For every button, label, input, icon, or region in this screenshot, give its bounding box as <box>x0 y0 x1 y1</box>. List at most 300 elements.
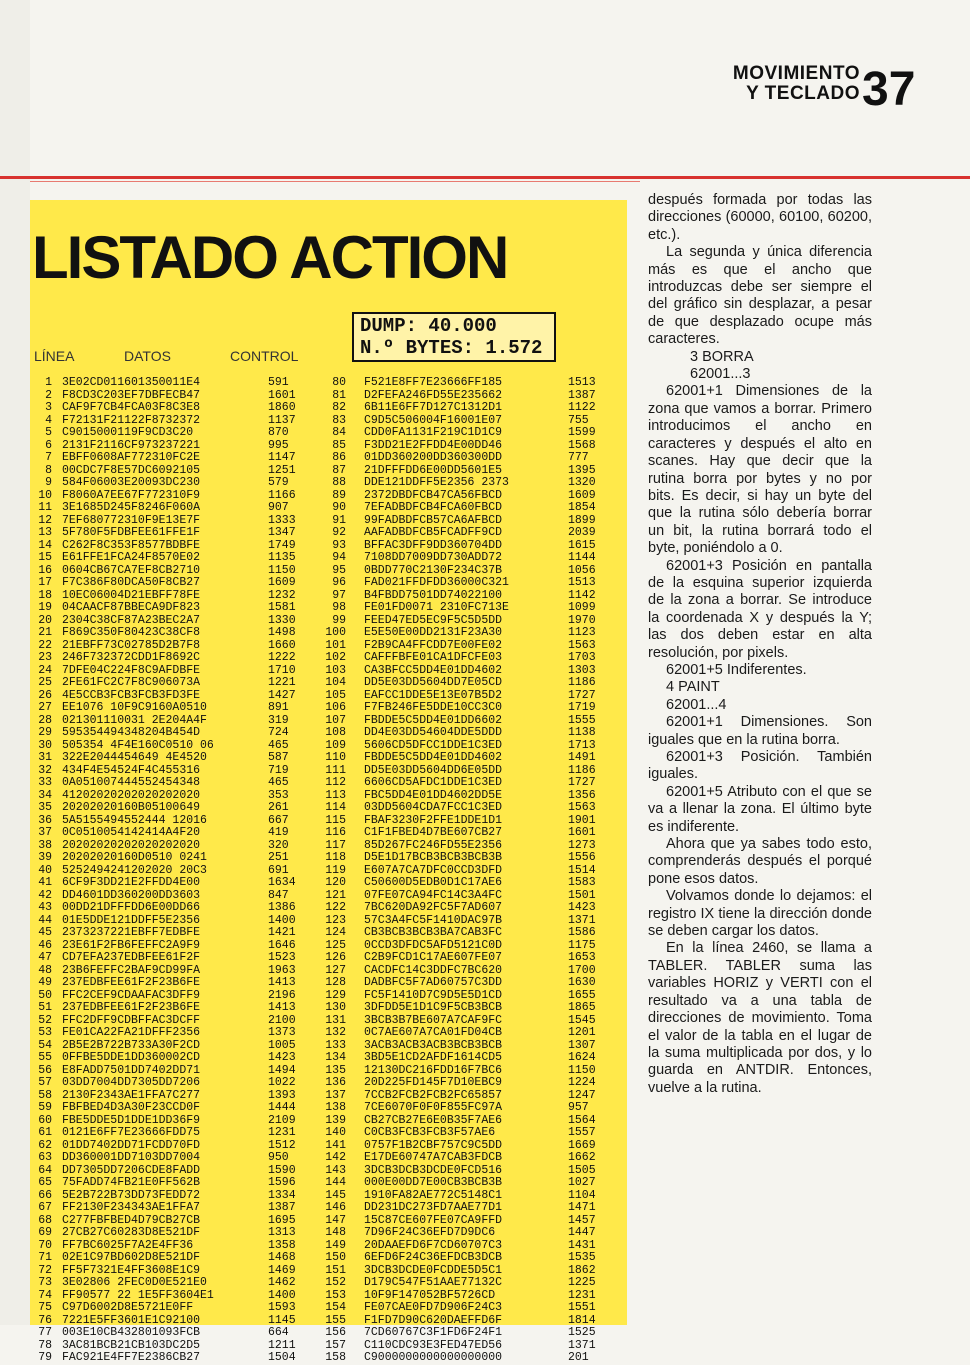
control-sum: 1862 <box>568 1263 596 1277</box>
data-bytes: D179C547F51AAE77132C <box>364 1276 503 1289</box>
control-sum: 995 <box>268 438 289 452</box>
line-number: 40 <box>38 863 52 877</box>
line-number: 111 <box>325 763 346 777</box>
data-bytes: 01E5DDE121DDFF5E2356 <box>62 913 201 927</box>
control-sum: 1334 <box>268 1188 296 1202</box>
data-bytes: FBDDE5C5DD4E01DD4602 <box>364 751 503 764</box>
control-sum: 1653 <box>568 951 596 964</box>
line-number: 132 <box>325 1026 346 1039</box>
header-rule <box>0 176 970 179</box>
line-number: 55 <box>38 1051 52 1064</box>
data-bytes: 00CDC7F8E57DC6092105 <box>62 463 201 477</box>
line-number: 105 <box>325 688 346 702</box>
data-bytes: 20202020202020202020 <box>62 838 201 852</box>
control-sum: 465 <box>268 738 289 752</box>
data-bytes: 7CCB2FCB2FCB2FC65857 <box>364 1088 503 1102</box>
data-bytes: 01DD7402DD71FCDD70FD <box>62 1138 201 1152</box>
control-sum: 1123 <box>568 626 596 639</box>
control-sum: 1137 <box>268 413 296 427</box>
data-bytes: DD231DC273FD7AAE77D1 <box>364 1201 503 1214</box>
page-number: 37 <box>862 63 916 116</box>
line-number: 156 <box>325 1326 346 1339</box>
line-number: 89 <box>332 488 346 502</box>
line-number: 97 <box>332 588 346 602</box>
data-bytes: C50600D5EDB0D1C17AE6 <box>364 876 503 889</box>
control-sum: 1494 <box>268 1063 296 1077</box>
line-number: 73 <box>38 1276 52 1289</box>
line-number: 49 <box>38 976 52 989</box>
line-number: 19 <box>38 601 52 614</box>
control-sum: 1150 <box>268 563 296 577</box>
line-number: 86 <box>332 451 346 464</box>
line-number: 20 <box>38 613 52 627</box>
control-sum: 1586 <box>568 926 596 939</box>
line-number: 135 <box>325 1063 346 1077</box>
paragraph: 62001+5 Indiferentes. <box>666 661 807 678</box>
control-sum: 1901 <box>568 813 596 827</box>
data-bytes: D5E1D17BCB3BCB3BCB3B <box>364 851 503 864</box>
data-bytes: FE01CA22FA21DFFF2356 <box>62 1026 201 1039</box>
line-number: 39 <box>38 851 52 864</box>
line-number: 24 <box>38 663 52 677</box>
line-number: 137 <box>325 1088 346 1102</box>
data-bytes: CACDFC14C3DDFC7BC620 <box>364 963 503 977</box>
control-sum: 1225 <box>568 1276 596 1289</box>
paragraph: 3 BORRA <box>690 348 754 365</box>
data-bytes: 1910FA82AE772C5148C1 <box>364 1188 503 1202</box>
control-sum: 1899 <box>568 513 596 527</box>
control-sum: 1175 <box>568 938 596 952</box>
line-number: 36 <box>38 813 52 827</box>
line-number: 83 <box>332 413 346 427</box>
data-bytes: 3ACB3ACB3ACB3BCB3BCB <box>364 1038 503 1052</box>
line-number: 107 <box>325 713 346 727</box>
line-number: 74 <box>38 1288 52 1302</box>
data-bytes: FF5F7321E4FF3608E1C9 <box>62 1263 201 1277</box>
control-sum: 1135 <box>268 551 296 564</box>
line-number: 140 <box>325 1126 346 1139</box>
control-sum: 1700 <box>568 963 596 977</box>
control-sum: 1387 <box>268 1201 296 1214</box>
data-bytes: 2B5E2B722B733A30F2CD <box>62 1038 201 1052</box>
control-sum: 1104 <box>568 1188 596 1202</box>
data-bytes: 2130F2343AE1FFA7C277 <box>62 1088 201 1102</box>
control-sum: 1963 <box>268 963 296 977</box>
data-bytes: 6EFD6F24C36EFDCB3DCB <box>364 1251 503 1264</box>
control-sum: 1749 <box>268 538 296 552</box>
line-number: 95 <box>332 563 346 577</box>
line-number: 117 <box>325 838 346 852</box>
control-sum: 1211 <box>268 1338 296 1352</box>
control-sum: 591 <box>268 376 289 389</box>
data-bytes: 5252494241202020 20C3 <box>62 863 207 877</box>
data-bytes: F7FB246FE5DDE10CC3C0 <box>364 701 503 714</box>
data-bytes: 237EDBFEE61F2F23B6FE <box>62 1001 201 1014</box>
control-sum: 891 <box>268 701 289 714</box>
section-header-line2: Y TECLADO <box>746 83 860 104</box>
data-bytes: 6B11E6FF7D127C1312D1 <box>364 401 503 414</box>
data-bytes: 0604CB67CA7EF8CB2710 <box>62 563 201 577</box>
line-number: 127 <box>325 963 346 977</box>
line-number: 34 <box>38 788 52 802</box>
line-number: 81 <box>332 388 346 402</box>
data-bytes: 2131F2116CF973237221 <box>62 438 201 452</box>
control-sum: 1662 <box>568 1151 596 1164</box>
line-number: 70 <box>38 1238 52 1252</box>
line-number: 121 <box>325 888 346 902</box>
control-sum: 1609 <box>568 488 596 502</box>
line-number: 138 <box>325 1101 346 1114</box>
data-bytes: 57C3A4FC5F1410DAC97B <box>364 913 503 927</box>
data-bytes: FBE5DDE5D1DDE1DD36F9 <box>62 1113 201 1127</box>
column-header-datos: DATOS <box>124 348 171 364</box>
control-sum: 1320 <box>568 476 596 489</box>
control-sum: 777 <box>568 451 589 464</box>
line-number: 147 <box>325 1213 346 1227</box>
data-bytes: 7108DD7009DD730ADD72 <box>364 551 503 564</box>
line-number: 146 <box>325 1201 346 1214</box>
data-bytes: AAFADBDFCB5FCADFF9CD <box>364 526 503 539</box>
data-bytes: 000E00DD7E00CB3BCB3B <box>364 1176 503 1189</box>
control-sum: 1865 <box>568 1001 596 1014</box>
data-bytes: DD4601DD360200DD3603 <box>62 888 201 902</box>
section-header-line1: MOVIMIENTO <box>732 63 860 84</box>
line-number: 9 <box>45 476 52 489</box>
data-bytes: B4FBDD7501DD74022100 <box>364 588 503 602</box>
data-bytes: E17DE60747A7CAB3FDCB <box>364 1151 503 1164</box>
data-bytes: FF2130F234343AE1FFA7 <box>62 1201 201 1214</box>
data-bytes: 595354494348204B454D <box>62 726 201 739</box>
data-bytes: 20DAAEFD6F7CD60707C3 <box>364 1238 503 1252</box>
control-sum: 1371 <box>568 1338 596 1352</box>
data-bytes: 0757F1B2CBF757C9C5DD <box>364 1138 503 1152</box>
paragraph: 62001+1 Dimensiones de la zona que vamos a borrar. Primero introducimos el ancho en caracteres y después el alto en scanes. Hay que decir que la rutina borra por bytes y no por bits. Es decir, si hay un byte del que la rutina sólo debería borrar un bit, la rutina borrará todo el byte, poniéndolo a 0. <box>648 383 872 557</box>
line-number: 77 <box>38 1326 52 1339</box>
line-number: 125 <box>325 938 346 952</box>
line-number: 38 <box>38 838 52 852</box>
paragraph: En la línea 2460, se llama a TABLER. TABLER suma las variables HORIZ y VERTI con el resultado va a una tabla de direcciones de movimiento. Toma el valor de la tabla en el lugar de la suma multiplicada por dos, y lo guarda en ANTDIR. Entonces, vuelve a la rutina. <box>648 940 872 1096</box>
data-bytes: F1FD7D90C620DAEFFD6F <box>364 1313 503 1327</box>
data-bytes: F3DD21E2FFDD4E00DD46 <box>364 438 503 452</box>
data-bytes: 0C7AE607A7CA01FD04CB <box>364 1026 503 1039</box>
data-bytes: CAF9F7CB4FCA03F8C3E8 <box>62 401 201 414</box>
control-sum: 1555 <box>568 713 596 727</box>
data-bytes: 021301110031 2E204A4F <box>62 713 207 727</box>
data-bytes: 7D96F24C36EFD7D9DC6 <box>364 1226 496 1239</box>
line-number: 30 <box>38 738 52 752</box>
line-number: 69 <box>38 1226 52 1239</box>
line-number: 113 <box>325 788 346 802</box>
paragraph: Ahora que ya sabes todo esto, comprenderás después el porqué pone esos datos. <box>648 836 872 887</box>
control-sum: 1144 <box>568 551 596 564</box>
control-sum: 353 <box>268 788 289 802</box>
control-sum: 1469 <box>268 1263 296 1277</box>
line-number: 29 <box>38 726 52 739</box>
line-number: 53 <box>38 1026 52 1039</box>
data-bytes: 246F732372CDD1F8692C <box>62 651 201 664</box>
line-number: 48 <box>38 963 52 977</box>
control-sum: 1431 <box>568 1238 596 1252</box>
data-bytes: C1F1FBED4D7BE607CB27 <box>364 826 503 839</box>
line-number: 80 <box>332 376 346 389</box>
line-number: 13 <box>38 526 52 539</box>
line-number: 2 <box>45 388 52 402</box>
line-number: 63 <box>38 1151 52 1164</box>
line-number: 3 <box>45 401 52 414</box>
data-bytes: 41202020202020202020 <box>62 788 201 802</box>
line-number: 16 <box>38 563 52 577</box>
control-sum: 1122 <box>568 401 596 414</box>
data-bytes: F8CD3C203EF7DBFECB47 <box>62 388 201 402</box>
control-sum: 1423 <box>268 1051 296 1064</box>
line-number: 56 <box>38 1063 52 1077</box>
line-number: 99 <box>332 613 346 627</box>
control-sum: 1609 <box>268 576 296 589</box>
line-number: 136 <box>325 1076 346 1089</box>
line-number: 28 <box>38 713 52 727</box>
line-number: 7 <box>45 451 52 464</box>
control-sum: 1447 <box>568 1226 596 1239</box>
line-number: 68 <box>38 1213 52 1227</box>
column-header-linea: LÍNEA <box>34 348 75 364</box>
line-number: 152 <box>325 1276 346 1289</box>
paragraph: 62001...4 <box>666 696 727 713</box>
line-number: 61 <box>38 1126 52 1139</box>
data-bytes: 23E61F2FB6FEFFC2A9F9 <box>62 938 201 952</box>
line-number: 143 <box>325 1163 346 1177</box>
data-bytes: 7DFE04C224F8C9AFDBFE <box>62 663 201 677</box>
paragraph: 62001+3 Posición en pantalla de la esquina superior izquierda de la zona a borrar. Se introduce la coordenada X y después la Y; las dos deben estar en alta resolución, por pixels. <box>648 557 872 661</box>
paragraph: 62001+3 Posición. También iguales. <box>648 749 872 783</box>
data-bytes: 0CCD3DFDC5AFD5121C0D <box>364 938 503 952</box>
section-header <box>733 64 860 104</box>
line-number: 52 <box>38 1013 52 1027</box>
data-bytes: 5F780F5FDBFEE61FFE1F <box>62 526 201 539</box>
data-bytes: DD4E03DD54604DDE5DDD <box>364 726 503 739</box>
control-sum: 1421 <box>268 926 296 939</box>
control-sum: 1147 <box>268 451 296 464</box>
control-sum: 1551 <box>568 1301 596 1314</box>
control-sum: 1710 <box>268 663 296 677</box>
control-sum: 1221 <box>268 676 296 689</box>
line-number: 100 <box>325 626 346 639</box>
data-bytes: F72131F21122F8732372 <box>62 413 201 427</box>
line-number: 75 <box>38 1301 52 1314</box>
right-line-numbers <box>318 377 346 1365</box>
data-bytes: 01DD360200DD360300DD <box>364 451 503 464</box>
data-bytes: 20202020160B05100649 <box>62 801 201 814</box>
line-number: 145 <box>325 1188 346 1202</box>
control-sum: 1427 <box>268 688 296 702</box>
data-bytes: 21DFFFDD6E00DD5601E5 <box>364 463 503 477</box>
data-bytes: DD7305DD7206CDE8FADD <box>62 1163 201 1177</box>
data-bytes: 5A5155494552444 12016 <box>62 813 207 827</box>
control-sum: 1099 <box>568 601 596 614</box>
data-bytes: 02E1C97BD602D8E521DF <box>62 1251 201 1264</box>
control-sum: 1027 <box>568 1176 596 1189</box>
line-number: 110 <box>325 751 346 764</box>
line-number: 96 <box>332 576 346 589</box>
line-number: 85 <box>332 438 346 452</box>
control-sum: 2109 <box>268 1113 296 1127</box>
control-sum: 1719 <box>568 701 596 714</box>
control-sum: 1393 <box>268 1088 296 1102</box>
data-bytes: DD5E03DD5604DD6E05DD <box>364 763 503 777</box>
data-bytes: 7EFADBDFCB4FCA60FBCD <box>364 501 503 514</box>
line-number: 144 <box>325 1176 346 1189</box>
data-bytes: 2372DBDFCB47CA56FBCD <box>364 488 503 502</box>
data-bytes: DD360001DD7103DD7004 <box>62 1151 201 1164</box>
line-number: 120 <box>325 876 346 889</box>
data-bytes: 00DD21DFFFDD6E00DD66 <box>62 901 201 914</box>
control-sum: 1413 <box>268 1001 296 1014</box>
control-sum: 1231 <box>268 1126 296 1139</box>
paragraph: 62001...3 <box>690 366 751 383</box>
line-number: 133 <box>325 1038 346 1052</box>
data-bytes: 20D225FD145F7D10EBC9 <box>364 1076 503 1089</box>
line-number: 124 <box>325 926 346 939</box>
data-bytes: 27CB27C60283D8E521DF <box>62 1226 201 1239</box>
control-sum: 261 <box>268 801 289 814</box>
line-number: 93 <box>332 538 346 552</box>
line-number: 22 <box>38 638 52 652</box>
control-sum: 1615 <box>568 538 596 552</box>
control-sum: 1545 <box>568 1013 596 1027</box>
line-number: 82 <box>332 401 346 414</box>
data-bytes: FAC921E4FF7E2386CB27 <box>62 1351 201 1364</box>
line-number: 123 <box>325 913 346 927</box>
line-number: 47 <box>38 951 52 964</box>
control-sum: 870 <box>268 426 289 439</box>
data-bytes: 5606CD5DFCC1DDE1C3ED <box>364 738 503 752</box>
control-sum: 1970 <box>568 613 596 627</box>
data-bytes: F7C386F80DCA50F8CB27 <box>62 576 201 589</box>
data-bytes: FAD021FFDFDD36000C321 <box>364 576 509 589</box>
data-bytes: 6CF9F3DD21E2FFDD4E00 <box>62 876 201 889</box>
data-bytes: FC5F1410D7C9D5E5D1CD <box>364 988 503 1002</box>
data-bytes: C9015000119F9CD3C20 <box>62 426 194 439</box>
control-sum: 1468 <box>268 1251 296 1264</box>
line-number: 12 <box>38 513 52 527</box>
data-bytes: 7EF680772310F9E13E7F <box>62 513 201 527</box>
line-number: 43 <box>38 901 52 914</box>
line-number: 60 <box>38 1113 52 1127</box>
control-sum: 1525 <box>568 1326 596 1339</box>
data-bytes: 003E10CB432801093FCB <box>62 1326 201 1339</box>
control-sum: 1624 <box>568 1051 596 1064</box>
control-sum: 1457 <box>568 1213 596 1227</box>
line-number: 66 <box>38 1188 52 1202</box>
line-number: 98 <box>332 601 346 614</box>
data-bytes: 75FADD74FB21E0FF562B <box>62 1176 201 1189</box>
data-bytes: C110CDC93E3FED47ED56 <box>364 1338 503 1352</box>
line-number: 134 <box>325 1051 346 1064</box>
data-bytes: 3BD5E1CD2AFDF1614CD5 <box>364 1051 503 1064</box>
line-number: 44 <box>38 913 52 927</box>
data-bytes: 5E2B722B73DD73FEDD72 <box>62 1188 201 1202</box>
control-sum: 1593 <box>268 1301 296 1314</box>
data-bytes: 3E02CD011601350011E4 <box>62 376 201 389</box>
data-bytes: 505354 4F4E160C0510 06 <box>62 738 214 752</box>
line-number: 78 <box>38 1338 52 1352</box>
data-bytes: 4E5CCB3FCB3FCB3FD3FE <box>62 688 201 702</box>
control-sum: 1462 <box>268 1276 296 1289</box>
data-bytes: 434F4E54524F4C455316 <box>62 763 201 777</box>
line-number: 102 <box>325 651 346 664</box>
control-sum: 1583 <box>568 876 596 889</box>
control-sum: 1557 <box>568 1126 596 1139</box>
line-number: 65 <box>38 1176 52 1189</box>
control-sum: 1660 <box>268 638 296 652</box>
control-sum: 1386 <box>268 901 296 914</box>
data-bytes: 584F06003E20093DC230 <box>62 476 201 489</box>
dump-bytes: N.º BYTES: 1.572 <box>360 337 543 359</box>
data-bytes: FEED47ED5EC9F5C5D5DD <box>364 613 503 627</box>
data-bytes: 12130DC216FDD16F7BC6 <box>364 1063 503 1077</box>
control-sum: 320 <box>268 838 289 852</box>
control-sum: 1535 <box>568 1251 596 1264</box>
line-number: 84 <box>332 426 346 439</box>
line-number: 106 <box>325 701 346 714</box>
control-sum: 1581 <box>268 601 296 614</box>
control-sum: 1201 <box>568 1026 596 1039</box>
control-sum: 1413 <box>268 976 296 989</box>
line-number: 92 <box>332 526 346 539</box>
line-number: 141 <box>325 1138 346 1152</box>
line-number: 62 <box>38 1138 52 1152</box>
data-bytes: EE1076 10F9C9160A0510 <box>62 701 207 714</box>
data-bytes: 20202020160D0510 0241 <box>62 851 207 864</box>
paragraph: 62001+5 Atributo con el que se va a llenar la zona. El último byte es indiferente. <box>648 783 872 835</box>
dump-address: DUMP: 40.000 <box>360 315 497 337</box>
control-sum: 1373 <box>268 1026 296 1039</box>
line-number: 32 <box>38 763 52 777</box>
data-bytes: C262F8C353F8577BDBFE <box>62 538 201 552</box>
control-sum: 2196 <box>268 988 296 1002</box>
line-number: 8 <box>45 463 52 477</box>
line-number: 6 <box>45 438 52 452</box>
data-bytes: 15C87CE607FE07CA9FFD <box>364 1213 503 1227</box>
control-sum: 1596 <box>268 1176 296 1189</box>
data-bytes: F521E8FF7E23666FF185 <box>364 376 503 389</box>
paragraph: Volvamos donde lo dejamos: el registro IX tiene la dirección donde se deben cargar los datos. <box>648 888 872 940</box>
data-bytes: DDE121DDFF5E2356 2373 <box>364 476 509 489</box>
data-bytes: 3DCB3DCB3DCDE0FCD516 <box>364 1163 503 1177</box>
data-bytes: 2304C38CF87A23BEC2A7 <box>62 613 201 627</box>
line-number: 116 <box>325 826 346 839</box>
data-bytes: E5E50E00DD2131F23A30 <box>364 626 503 639</box>
control-sum: 1814 <box>568 1313 596 1327</box>
line-number: 58 <box>38 1088 52 1102</box>
data-bytes: 7CE6070F0F0F855FC97A <box>364 1101 503 1114</box>
control-sum: 1655 <box>568 988 596 1002</box>
control-sum: 1563 <box>568 801 596 814</box>
data-bytes: 10EC06004D21EBFF78FE <box>62 588 201 602</box>
line-number: 154 <box>325 1301 346 1314</box>
data-bytes: D2FEFA246FD55E235662 <box>364 388 503 402</box>
data-bytes: FF7BC6025F7A2E4FF36 <box>62 1238 194 1252</box>
left-line-numbers <box>30 377 52 1365</box>
paragraph: 62001+1 Dimensiones. Son iguales que en la rutina borra. <box>648 714 872 748</box>
line-number: 119 <box>325 863 346 877</box>
control-sum: 1713 <box>568 738 596 752</box>
control-sum: 1423 <box>568 901 596 914</box>
control-sum: 1387 <box>568 388 596 402</box>
control-sum: 719 <box>268 763 289 777</box>
control-sum: 907 <box>268 501 289 514</box>
control-sum: 847 <box>268 888 289 902</box>
line-number: 118 <box>325 851 346 864</box>
